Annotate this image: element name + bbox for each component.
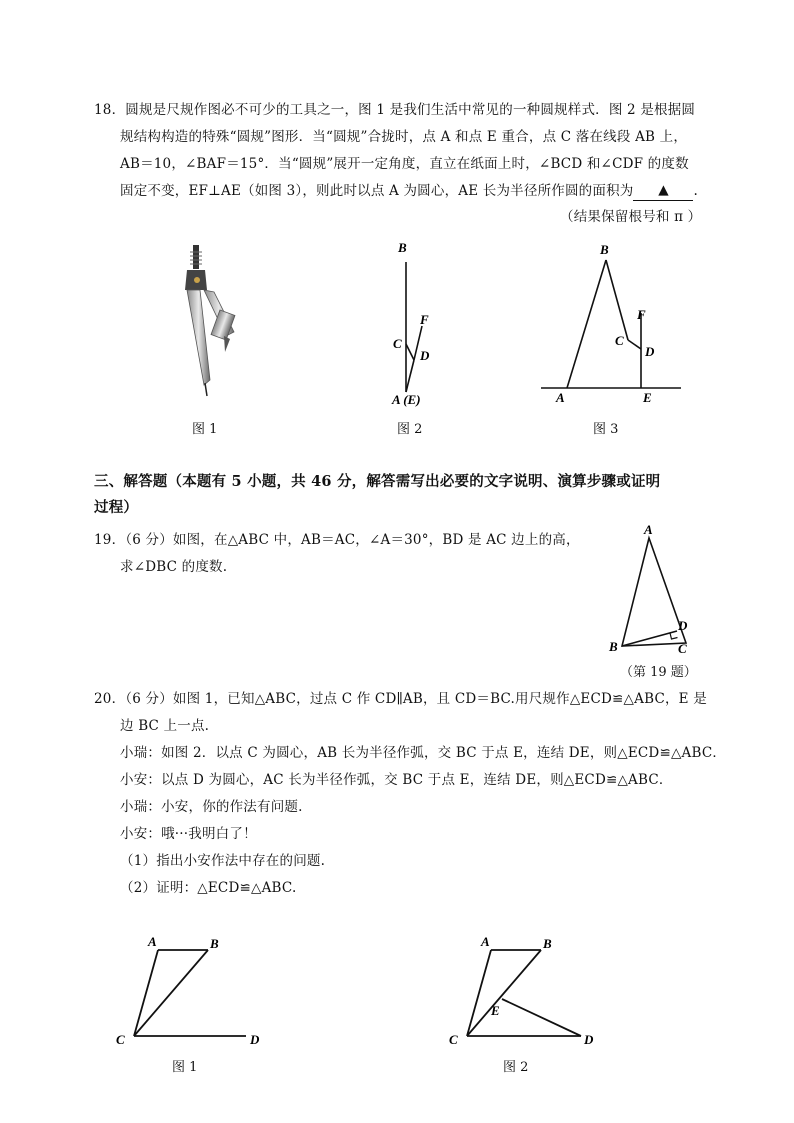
segment-BC — [606, 260, 628, 340]
label-C: C — [393, 336, 402, 351]
fig1-caption: 图 1 — [192, 422, 218, 437]
q20-line-3: 小瑞：如图 2．以点 C 为圆心，AB 长为半径作弧，交 BC 于点 E，连结 DE，则△ECD≌△ABC． — [120, 745, 727, 761]
fig3-caption: 图 3 — [593, 422, 619, 437]
q20-figure-2 — [443, 928, 603, 1048]
label-E: E — [643, 390, 652, 405]
label-A: A — [556, 390, 565, 405]
q20-line-2: 边 BC 上一点. — [120, 718, 210, 734]
q18-note: （结果保留根号和 π ） — [560, 209, 702, 225]
segment-AB — [567, 260, 606, 388]
q20-line-5: 小瑞：小安，你的作法有问题. — [120, 799, 303, 815]
answer-blank — [633, 180, 693, 201]
label-D: D — [645, 344, 655, 359]
label-E: E — [491, 1003, 500, 1018]
q19-caption: （第 19 题） — [620, 665, 697, 680]
q18-line-2: 规结构构造的特殊“圆规”图形．当“圆规”合拢时，点 A 和点 E 重合，点 C 落在线段 AB 上， — [120, 129, 688, 145]
label-F: F — [637, 307, 646, 322]
q19-line-2: 求∠DBC 的度数. — [120, 559, 228, 575]
q18-line-4 — [120, 181, 698, 202]
fig2-caption: 图 2 — [397, 422, 423, 437]
compass-needle-leg — [187, 290, 210, 385]
label-A: A — [148, 934, 157, 949]
q20-fig1-caption: 图 1 — [172, 1060, 198, 1075]
segment-ED — [502, 999, 581, 1036]
q18-line-4-text: 固定不变，EF⊥AE（如图 3），则此时以点 A 为圆心，AE 长为半径所作圆的面积为 — [120, 183, 634, 199]
label-F: F — [420, 312, 429, 327]
label-B: B — [398, 240, 407, 255]
label-C: C — [678, 641, 687, 656]
figure-3 — [535, 235, 685, 410]
compass-handle — [193, 245, 199, 269]
label-C: C — [116, 1032, 125, 1047]
label-B: B — [210, 936, 219, 951]
right-angle-mark — [670, 633, 678, 639]
label-A: A — [644, 522, 653, 537]
section-3-heading-cont: 过程） — [94, 499, 139, 516]
q20-line-1: 20．（6 分）如图 1，已知△ABC，过点 C 作 CD∥AB，且 CD＝BC.用尺规作△ECD≌△ABC，E 是 — [94, 691, 707, 707]
label-B: B — [543, 936, 552, 951]
section-3-heading: 三、解答题（本题有 5 小题，共 46 分，解答需写出必要的文字说明、演算步骤或证明 — [94, 473, 661, 490]
segment-DE — [406, 360, 414, 392]
compass-figure — [170, 240, 250, 400]
q18-line-4-end: . — [693, 183, 698, 199]
label-D: D — [678, 618, 688, 633]
label-C: C — [449, 1032, 458, 1047]
q18-line-3: AB＝10，∠BAF＝15°．当“圆规”展开一定角度，直立在纸面上时，∠BCD 和∠CDF 的度数 — [120, 156, 689, 172]
q20-figure-1 — [110, 928, 270, 1048]
figure-2 — [380, 232, 450, 412]
label-D: D — [250, 1032, 260, 1047]
blank-symbol: ▲ — [658, 182, 669, 198]
label-AE: A (E) — [392, 392, 421, 407]
triangle-ABC — [622, 538, 686, 646]
segment-CD — [628, 340, 641, 349]
label-A: A — [481, 934, 490, 949]
label-D: D — [584, 1032, 594, 1047]
label-D: D — [420, 348, 430, 363]
label-C: C — [615, 333, 624, 348]
q19-figure — [600, 518, 700, 658]
q20-line-4: 小安：以点 D 为圆心，AC 长为半径作弧，交 BC 于点 E，连结 DE，则△ECD≌△ABC． — [120, 772, 673, 788]
q20-fig2-caption: 图 2 — [503, 1060, 529, 1075]
q19-line-1: 19．（6 分）如图，在△ABC 中，AB＝AC，∠A＝30°，BD 是 AC 边上的高， — [94, 532, 580, 548]
q20-line-7: （1）指出小安作法中存在的问题. — [120, 853, 326, 869]
q18-line-1: 18．圆规是尺规作图必不可少的工具之一，图 1 是我们生活中常见的一种圆规样式．图 2 是根据圆 — [94, 102, 696, 118]
q20-line-8: （2）证明：△ECD≌△ABC. — [120, 880, 297, 896]
q20-line-6: 小安：哦···我明白了！ — [120, 826, 257, 842]
label-B: B — [600, 242, 609, 257]
label-B: B — [609, 639, 618, 654]
segment-CD — [406, 344, 414, 360]
